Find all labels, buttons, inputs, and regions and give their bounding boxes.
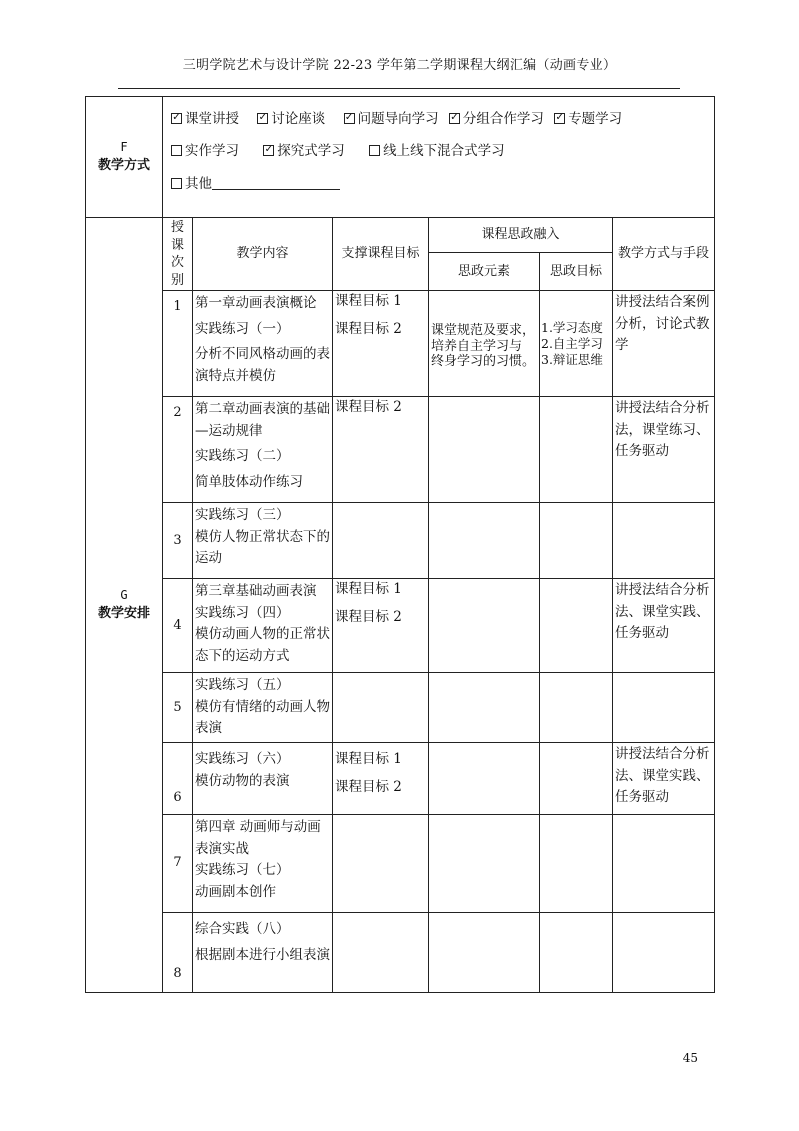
row-method <box>613 814 715 912</box>
checkbox-icon[interactable] <box>263 145 274 156</box>
table-row <box>86 397 715 503</box>
row-goals: 课程目标 1 课程目标 2 <box>333 579 429 673</box>
row-polgoal <box>540 397 613 503</box>
row-goals <box>333 673 429 743</box>
header-content: 教学内容 <box>193 218 333 291</box>
session-number: 2 <box>163 397 193 503</box>
row-goals: 课程目标 1 课程目标 2 <box>333 742 429 814</box>
table-row <box>86 673 715 743</box>
row-element <box>429 814 540 912</box>
header-session: 授课次别 <box>163 218 193 291</box>
row-content: 第四章 动画师与动画表演实战 实践练习（七） 动画剧本创作 <box>193 814 333 912</box>
row-polgoal <box>540 579 613 673</box>
checkbox-icon[interactable] <box>369 145 380 156</box>
session-number: 8 <box>163 912 193 992</box>
section-g-letter: G <box>120 588 128 603</box>
header-goals: 支撑课程目标 <box>333 218 429 291</box>
header-method: 教学方式与手段 <box>613 218 715 291</box>
row-element <box>429 912 540 992</box>
method-option[interactable]: ✓课堂讲授 <box>171 111 239 129</box>
session-number: 5 <box>163 673 193 743</box>
row-method: 讲授法结合案例分析，讨论式教学 <box>613 291 715 397</box>
row-method <box>613 503 715 579</box>
session-number: 7 <box>163 814 193 912</box>
checkbox-icon[interactable] <box>171 178 182 189</box>
methods-line-3 <box>171 175 704 207</box>
page-number: 45 <box>682 1051 698 1065</box>
section-g-title: 教学安排 <box>97 606 150 622</box>
syllabus-table <box>85 96 715 993</box>
session-number: 4 <box>163 579 193 673</box>
checkbox-icon[interactable] <box>171 145 182 156</box>
header-element: 思政元素 <box>429 253 540 291</box>
checkbox-icon[interactable] <box>257 113 268 124</box>
method-option[interactable]: 其他 <box>171 175 340 194</box>
row-element <box>429 579 540 673</box>
table-row <box>86 579 715 673</box>
row-polgoal <box>540 673 613 743</box>
row-method <box>613 673 715 743</box>
section-f-letter: F <box>120 140 128 155</box>
row-goals: 课程目标 1 课程目标 2 <box>333 291 429 397</box>
page-header: 三明学院艺术与设计学院 22-23 学年第二学期课程大纲汇编（动画专业） <box>182 58 617 73</box>
row-goals <box>333 503 429 579</box>
methods-line-1 <box>171 111 704 143</box>
session-number: 1 <box>163 291 193 397</box>
table-row <box>86 742 715 814</box>
method-option[interactable]: ✓ 专题学习 <box>554 111 622 129</box>
section-g-label <box>86 218 163 993</box>
row-goals <box>333 912 429 992</box>
checkbox-icon[interactable] <box>171 113 182 124</box>
table-row <box>86 291 715 397</box>
row-method: 讲授法结合分析法、课堂实践、任务驱动 <box>613 579 715 673</box>
row-content: 第二章动画表演的基础—运动规律 实践练习（二） 简单肢体动作练习 <box>193 397 333 503</box>
method-option[interactable]: ✓ 问题导向学习 <box>344 111 439 129</box>
row-polgoal <box>540 503 613 579</box>
row-element: 课堂规范及要求， 培养自主学习与 终身学习的习惯。 <box>429 291 540 397</box>
checkbox-icon[interactable] <box>554 113 565 124</box>
row-method <box>613 912 715 992</box>
teaching-methods <box>163 97 715 218</box>
method-option[interactable]: ✓ 探究式学习 <box>263 143 345 161</box>
table-row <box>86 912 715 992</box>
method-option[interactable]: ✓ 讨论座谈 <box>257 111 325 129</box>
row-polgoal: 1.学习态度 2.自主学习 3.辩证思维 <box>540 291 613 397</box>
section-f-label <box>86 97 163 218</box>
row-element <box>429 742 540 814</box>
table-row <box>86 814 715 912</box>
row-goals <box>333 814 429 912</box>
method-option[interactable]: 线上线下混合式学习 <box>369 143 505 161</box>
section-f-title: 教学方式 <box>97 158 150 174</box>
session-number: 3 <box>163 503 193 579</box>
row-polgoal <box>540 814 613 912</box>
row-content: 实践练习（三） 模仿人物正常状态下的运动 <box>193 503 333 579</box>
checkbox-icon[interactable] <box>344 113 355 124</box>
other-blank[interactable] <box>212 175 340 190</box>
row-content: 第三章基础动画表演 实践练习（四） 模仿动画人物的正常状态下的运动方式 <box>193 579 333 673</box>
row-goals: 课程目标 2 <box>333 397 429 503</box>
row-element <box>429 397 540 503</box>
row-content: 第一章动画表演概论 实践练习（一） 分析不同风格动画的表演特点并模仿 <box>193 291 333 397</box>
row-method: 讲授法结合分析法，课堂练习、任务驱动 <box>613 397 715 503</box>
method-option[interactable]: ✓ 分组合作学习 <box>449 111 544 129</box>
methods-line-2 <box>171 143 704 175</box>
row-element <box>429 503 540 579</box>
row-polgoal <box>540 912 613 992</box>
method-option[interactable]: 实作学习 <box>171 143 239 161</box>
checkbox-icon[interactable] <box>449 113 460 124</box>
row-method: 讲授法结合分析法、课堂实践、任务驱动 <box>613 742 715 814</box>
session-number: 6 <box>163 742 193 814</box>
row-content: 实践练习（五） 模仿有情绪的动画人物表演 <box>193 673 333 743</box>
header-polgoal: 思政目标 <box>540 253 613 291</box>
table-row <box>86 503 715 579</box>
row-element <box>429 673 540 743</box>
header-ideology: 课程思政融入 <box>429 218 613 253</box>
row-polgoal <box>540 742 613 814</box>
row-content: 实践练习（六） 模仿动物的表演 <box>193 742 333 814</box>
header-rule <box>118 88 680 89</box>
row-content: 综合实践（八） 根据剧本进行小组表演 <box>193 912 333 992</box>
